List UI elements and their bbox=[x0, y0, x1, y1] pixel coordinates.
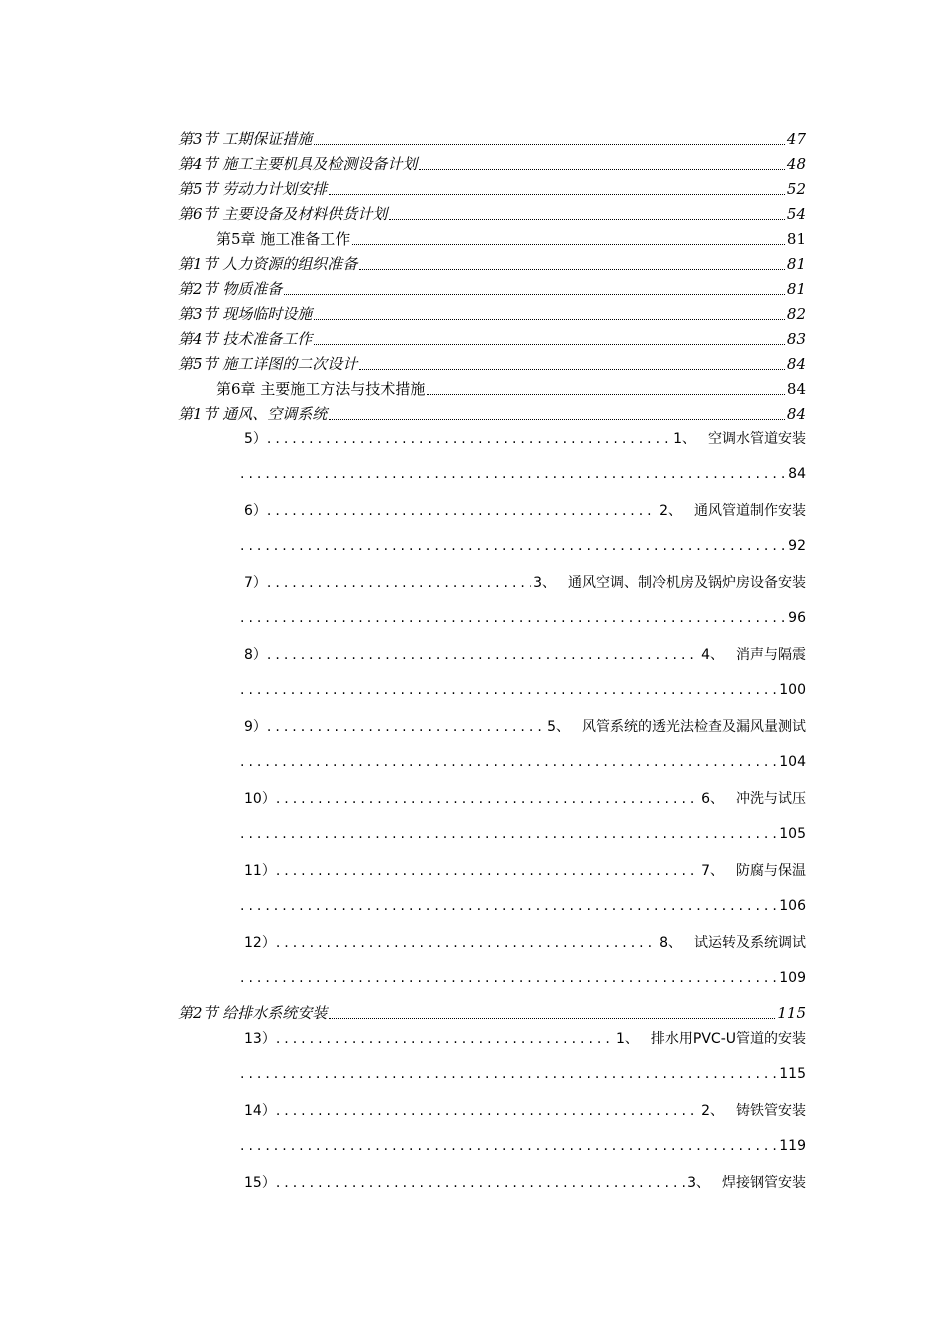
toc-page-number: 84 bbox=[786, 355, 806, 373]
toc-page-number: 115 bbox=[779, 1066, 806, 1082]
dot-leader bbox=[240, 826, 779, 842]
dot-leader bbox=[267, 575, 531, 591]
item-number: 12） bbox=[244, 935, 276, 951]
dot-leader bbox=[267, 719, 545, 735]
item-title: 焊接钢管安装 bbox=[722, 1175, 806, 1191]
toc-page-number: 52 bbox=[786, 180, 806, 198]
item-subnumber: 3、 bbox=[687, 1175, 710, 1191]
item-subnumber: 3、 bbox=[533, 575, 556, 591]
dot-leader bbox=[240, 1138, 779, 1154]
item-title: 消声与隔震 bbox=[736, 647, 806, 663]
item-subnumber: 2、 bbox=[701, 1103, 724, 1119]
item-title: 冲洗与试压 bbox=[736, 791, 806, 807]
dot-leader bbox=[240, 754, 779, 770]
item-number: 11） bbox=[244, 863, 276, 879]
toc-label: 第6节 主要设备及材料供货计划 bbox=[178, 205, 388, 223]
toc-item-continuation[interactable] bbox=[240, 538, 806, 554]
toc-page-number: 100 bbox=[779, 682, 806, 698]
item-title: 防腐与保温 bbox=[736, 863, 806, 879]
dot-leader bbox=[240, 970, 779, 986]
dot-leader bbox=[314, 344, 785, 345]
item-subnumber: 5、 bbox=[547, 719, 570, 735]
toc-line[interactable] bbox=[178, 278, 806, 299]
dot-leader bbox=[267, 503, 657, 519]
item-number: 10） bbox=[244, 791, 276, 807]
dot-leader bbox=[329, 194, 785, 195]
toc-page-number: 115 bbox=[777, 1004, 806, 1022]
toc-label: 第5章 施工准备工作 bbox=[216, 230, 351, 248]
toc-label: 第2节 给排水系统安装 bbox=[178, 1004, 328, 1022]
dot-leader bbox=[276, 1175, 685, 1191]
item-number: 15） bbox=[244, 1175, 276, 1191]
item-number: 9） bbox=[244, 719, 267, 735]
dot-leader bbox=[240, 466, 788, 482]
toc-item-continuation[interactable] bbox=[240, 826, 806, 842]
toc-page-number: 119 bbox=[779, 1138, 806, 1154]
dot-leader bbox=[329, 1018, 775, 1019]
item-number: 8） bbox=[244, 647, 267, 663]
toc-page-number: 96 bbox=[788, 610, 806, 626]
item-number: 6） bbox=[244, 503, 267, 519]
dot-leader bbox=[276, 863, 699, 879]
item-title: 风管系统的透光法检查及漏风量测试 bbox=[582, 719, 806, 735]
item-number: 14） bbox=[244, 1103, 276, 1119]
dot-leader bbox=[329, 419, 785, 420]
toc-item[interactable] bbox=[244, 1028, 806, 1048]
toc-item[interactable] bbox=[244, 932, 806, 952]
dot-leader bbox=[314, 144, 785, 145]
toc-page-number: 104 bbox=[779, 754, 806, 770]
toc-line[interactable] bbox=[178, 178, 806, 199]
toc-item-continuation[interactable] bbox=[240, 754, 806, 770]
toc-page-number: 84 bbox=[786, 405, 806, 423]
toc-label: 第1节 通风、空调系统 bbox=[178, 405, 328, 423]
dot-leader bbox=[389, 219, 785, 220]
toc-page-number: 54 bbox=[786, 205, 806, 223]
dot-leader bbox=[427, 394, 785, 395]
item-title: 铸铁管安装 bbox=[736, 1103, 806, 1119]
toc-item[interactable] bbox=[244, 572, 806, 592]
toc-page-number: 105 bbox=[779, 826, 806, 842]
dot-leader bbox=[359, 269, 785, 270]
toc-item[interactable] bbox=[244, 716, 806, 736]
toc-label: 第2节 物质准备 bbox=[178, 280, 283, 298]
toc-item-continuation[interactable] bbox=[240, 466, 806, 482]
toc-page-number: 48 bbox=[786, 155, 806, 173]
item-subnumber: 1、 bbox=[673, 431, 696, 447]
toc-page-number: 82 bbox=[786, 305, 806, 323]
toc-page-number: 81 bbox=[786, 255, 806, 273]
toc-item[interactable] bbox=[244, 500, 806, 520]
dot-leader bbox=[352, 244, 785, 245]
toc-label: 第6章 主要施工方法与技术措施 bbox=[216, 380, 426, 398]
item-title: 通风管道制作安装 bbox=[694, 503, 806, 519]
toc-item[interactable] bbox=[244, 1100, 806, 1120]
item-subnumber: 1、 bbox=[615, 1031, 639, 1047]
toc-label: 第3节 现场临时设施 bbox=[178, 305, 313, 323]
dot-leader bbox=[276, 791, 699, 807]
toc-item[interactable] bbox=[244, 1172, 806, 1192]
dot-leader bbox=[276, 1103, 699, 1119]
item-number: 7） bbox=[244, 575, 267, 591]
toc-item-continuation[interactable] bbox=[240, 898, 806, 914]
item-number: 13） bbox=[244, 1031, 276, 1047]
toc-chapter-line[interactable] bbox=[216, 378, 806, 399]
toc-item-continuation[interactable] bbox=[240, 682, 806, 698]
toc-label: 第5节 施工详图的二次设计 bbox=[178, 355, 358, 373]
toc-item-continuation[interactable] bbox=[240, 970, 806, 986]
dot-leader bbox=[284, 294, 785, 295]
dot-leader bbox=[267, 431, 671, 447]
dot-leader bbox=[240, 1066, 779, 1082]
toc-page-number: 81 bbox=[786, 280, 806, 298]
toc-label: 第3节 工期保证措施 bbox=[178, 130, 313, 148]
dot-leader bbox=[267, 647, 699, 663]
toc-page-number: 84 bbox=[786, 380, 806, 398]
item-subnumber: 7、 bbox=[701, 863, 724, 879]
toc-item[interactable] bbox=[244, 788, 806, 808]
item-number: 5） bbox=[244, 431, 267, 447]
toc-page-number: 106 bbox=[779, 898, 806, 914]
toc-page-number: 92 bbox=[788, 538, 806, 554]
toc-line[interactable] bbox=[178, 1002, 806, 1023]
toc-line[interactable] bbox=[178, 203, 806, 224]
dot-leader bbox=[240, 538, 788, 554]
toc-line[interactable] bbox=[178, 328, 806, 349]
item-subnumber: 6、 bbox=[701, 791, 724, 807]
toc-item-continuation[interactable] bbox=[240, 1138, 806, 1154]
item-title: 空调水管道安装 bbox=[708, 431, 806, 447]
toc-page-number: 84 bbox=[788, 466, 806, 482]
dot-leader bbox=[314, 319, 785, 320]
toc-line[interactable] bbox=[178, 153, 806, 174]
dot-leader bbox=[276, 935, 657, 951]
toc-chapter-line[interactable] bbox=[216, 228, 806, 249]
item-subnumber: 8、 bbox=[659, 935, 682, 951]
toc-item-continuation[interactable] bbox=[240, 610, 806, 626]
dot-leader bbox=[240, 898, 779, 914]
item-subnumber: 2、 bbox=[659, 503, 682, 519]
item-subnumber: 4、 bbox=[701, 647, 724, 663]
toc-page-number: 109 bbox=[779, 970, 806, 986]
toc-item[interactable] bbox=[244, 428, 806, 448]
toc-label: 第4节 施工主要机具及检测设备计划 bbox=[178, 155, 418, 173]
toc-item[interactable] bbox=[244, 860, 806, 880]
item-title: 通风空调、制冷机房及锅炉房设备安装 bbox=[568, 575, 806, 591]
item-title: 排水用PVC-U管道的安装 bbox=[650, 1031, 806, 1047]
toc-line[interactable] bbox=[178, 403, 806, 424]
toc-item-continuation[interactable] bbox=[240, 1066, 806, 1082]
toc-line[interactable] bbox=[178, 303, 806, 324]
dot-leader bbox=[240, 610, 788, 626]
toc-label: 第4节 技术准备工作 bbox=[178, 330, 313, 348]
item-title: 试运转及系统调试 bbox=[694, 935, 806, 951]
dot-leader bbox=[419, 169, 785, 170]
toc-label: 第5节 劳动力计划安排 bbox=[178, 180, 328, 198]
toc-line[interactable] bbox=[178, 128, 806, 149]
toc-page-number: 81 bbox=[786, 230, 806, 248]
toc-page-number: 83 bbox=[786, 330, 806, 348]
dot-leader bbox=[359, 369, 785, 370]
dot-leader bbox=[240, 682, 779, 698]
dot-leader bbox=[276, 1031, 614, 1047]
toc-item[interactable] bbox=[244, 644, 806, 664]
toc-line[interactable] bbox=[178, 353, 806, 374]
toc-page-number: 47 bbox=[786, 130, 806, 148]
toc-label: 第1节 人力资源的组织准备 bbox=[178, 255, 358, 273]
toc-line[interactable] bbox=[178, 253, 806, 274]
